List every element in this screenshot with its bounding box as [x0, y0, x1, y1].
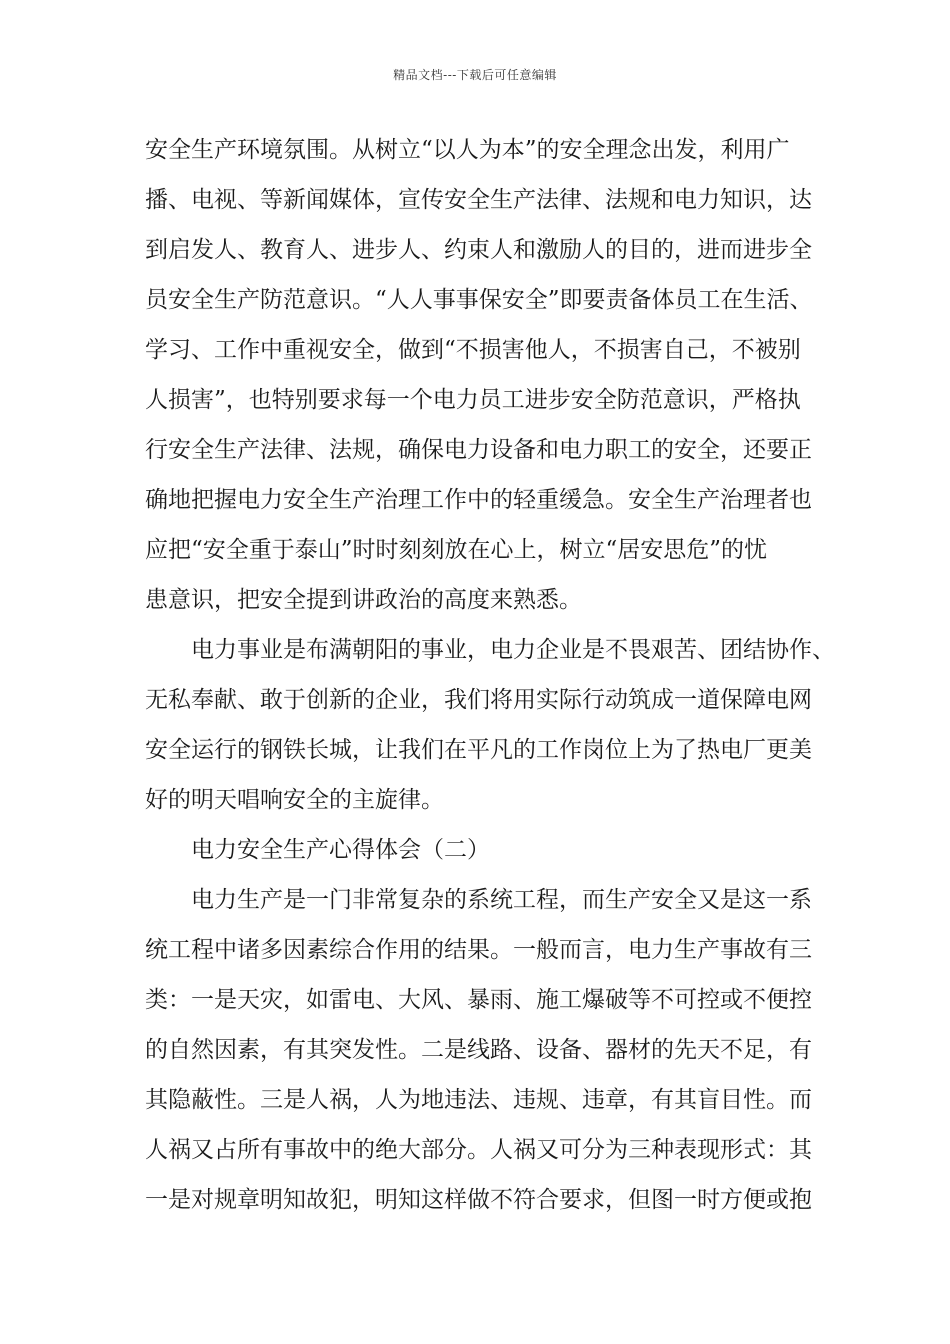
body-line: 行安全生产法律、法规，确保电力设备和电力职工的安全，还要正 — [145, 437, 812, 463]
body-line: 的自然因素，有其突发性。二是线路、设备、器材的先天不足，有 — [145, 1037, 812, 1063]
body-line: 患意识，把安全提到讲政治的高度来熟悉。 — [145, 587, 582, 613]
body-line: 播、电视、等新闻媒体，宣传安全生产法律、法规和电力知识，达 — [145, 187, 812, 213]
body-line: 安全运行的钢铁长城，让我们在平凡的工作岗位上为了热电厂更美 — [145, 737, 812, 763]
body-line: 其隐蔽性。三是人祸，人为地违法、违规、违章，有其盲目性。而 — [145, 1087, 812, 1113]
body-line: 人祸又占所有事故中的绝大部分。人祸又可分为三种表现形式：其 — [145, 1137, 812, 1163]
body-line: 到启发人、教育人、进步人、约束人和激励人的目的，进而进步全 — [145, 237, 812, 263]
body-line: 统工程中诸多因素综合作用的结果。一般而言，电力生产事故有三 — [145, 937, 812, 963]
section-heading: 电力安全生产心得体会（二） — [191, 837, 490, 863]
page-header: 精品文档---下载后可任意编辑 — [393, 68, 557, 82]
body-line: 人损害”，也特别要求每一个电力员工进步安全防范意识，严格执 — [145, 387, 801, 413]
paragraph-first-line: 电力生产是一门非常复杂的系统工程，而生产安全又是这一系 — [191, 887, 812, 913]
body-line: 一是对规章明知故犯，明知这样做不符合要求，但图一时方便或抱 — [145, 1187, 812, 1213]
body-line: 类：一是天灾，如雷电、大风、暴雨、施工爆破等不可控或不便控 — [145, 987, 812, 1013]
body-line: 无私奉献、敢于创新的企业，我们将用实际行动筑成一道保障电网 — [145, 687, 812, 713]
body-line: 好的明天唱响安全的主旋律。 — [145, 787, 444, 813]
body-line: 学习、工作中重视安全，做到“不损害他人，不损害自己，不被别 — [145, 337, 801, 363]
body-line: 员安全生产防范意识。“人人事事保安全”即要责备体员工在生活、 — [145, 287, 813, 313]
body-line: 安全生产环境氛围。从树立“以人为本”的安全理念出发，利用广 — [145, 137, 790, 163]
body-line: 应把“安全重于泰山”时时刻刻放在心上，树立“居安思危”的忧 — [145, 537, 768, 563]
paragraph-first-line: 电力事业是布满朝阳的事业，电力企业是不畏艰苦、团结协作、 — [191, 637, 835, 663]
body-line: 确地把握电力安全生产治理工作中的轻重缓急。安全生产治理者也 — [145, 487, 812, 513]
